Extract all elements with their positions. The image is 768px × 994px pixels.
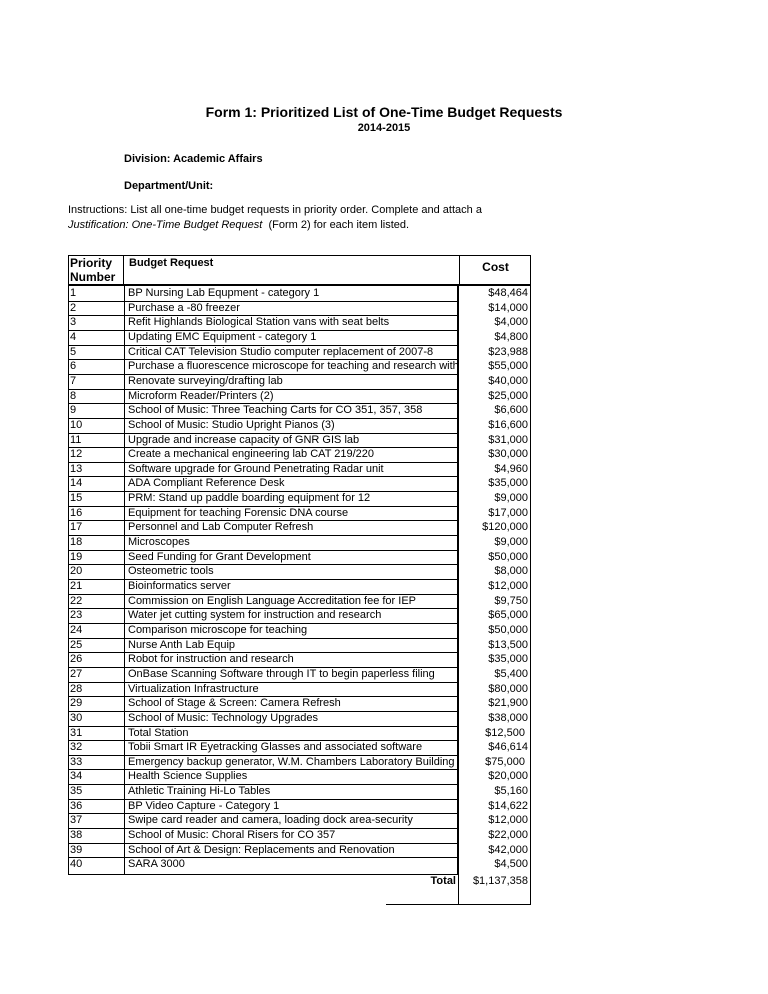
budget-request-text: OnBase Scanning Software through IT to begin paperless filing: [128, 667, 435, 680]
priority-number: 21: [70, 580, 83, 592]
priority-number: 29: [70, 697, 83, 710]
table-row: [68, 286, 531, 301]
cost-value: $50,000: [488, 550, 528, 563]
row-divider: [68, 740, 124, 741]
row-divider: [124, 813, 458, 814]
cost-value: $4,800: [494, 330, 528, 343]
header-priority-line-1: Priority: [70, 256, 113, 270]
budget-request-text: ADA Compliant Reference Desk: [128, 477, 285, 490]
cost-value: $35,000: [488, 477, 528, 490]
table-row: [68, 740, 531, 755]
row-divider: [68, 784, 124, 785]
priority-number: 5: [70, 345, 77, 358]
table-row: [68, 682, 531, 697]
row-divider: [124, 784, 458, 785]
budget-request-text: Purchase a -80 freezer: [128, 301, 240, 314]
table-row: [68, 433, 531, 448]
instructions-line-1: Instructions: List all one-time budget requests in priority order. Complete and attach a: [68, 204, 482, 216]
row-divider: [124, 418, 458, 419]
budget-request-text: Software upgrade for Ground Penetrating Radar unit: [128, 462, 384, 475]
priority-number: 4: [70, 330, 77, 343]
table-row: [68, 359, 531, 374]
priority-number: 3: [70, 316, 77, 329]
row-divider: [68, 594, 124, 595]
priority-number: 37: [70, 814, 83, 827]
priority-number: 17: [70, 521, 83, 534]
row-divider: [68, 623, 124, 624]
table-row: [68, 418, 531, 433]
row-divider: [68, 462, 124, 463]
budget-request-text: Renovate surveying/drafting lab: [128, 374, 283, 387]
division-label: Division: Academic Affairs: [124, 153, 263, 165]
row-divider: [124, 667, 458, 668]
budget-request-text: Tobii Smart IR Eyetracking Glasses and associated software: [128, 741, 423, 754]
cost-value: $8,000: [494, 565, 528, 578]
priority-number: 15: [70, 492, 83, 505]
table-row: [68, 315, 531, 330]
priority-number: 18: [70, 536, 83, 549]
row-divider: [124, 594, 458, 595]
table-row: [68, 608, 531, 623]
row-divider: [124, 857, 458, 858]
priority-number: 22: [70, 594, 83, 607]
row-divider: [124, 403, 458, 404]
row-divider: [124, 755, 458, 756]
cost-value: $35,000: [488, 653, 528, 666]
table-row: [68, 623, 531, 638]
row-divider: [124, 359, 458, 360]
budget-request-text: Emergency backup generator, W.M. Chambers Laboratory Building: [128, 755, 455, 768]
cost-value: $48,464: [488, 287, 528, 299]
row-divider: [124, 564, 458, 565]
header-budget-request: Budget Request: [129, 257, 214, 269]
row-divider: [68, 828, 124, 829]
justification-form-name: Justification: One-Time Budget Request: [68, 219, 263, 231]
cost-value: $4,000: [494, 316, 528, 329]
budget-request-text: Nurse Anth Lab Equip: [128, 638, 236, 651]
cost-value: $80,000: [488, 682, 528, 695]
row-divider: [68, 638, 124, 639]
row-divider: [124, 769, 458, 770]
row-divider: [68, 564, 124, 565]
budget-request-text: Microform Reader/Printers (2): [128, 389, 274, 402]
budget-request-text: Health Science Supplies: [128, 770, 248, 783]
cost-value: $16,600: [488, 418, 528, 431]
row-divider: [68, 769, 124, 770]
row-divider: [124, 799, 458, 800]
budget-request-text: Microscopes: [128, 536, 190, 549]
priority-number: 20: [70, 565, 83, 578]
priority-number: 6: [70, 360, 77, 373]
row-divider: [68, 447, 124, 448]
table-row: [68, 726, 531, 741]
cost-value: $25,000: [488, 389, 528, 402]
header-cost-cell: [459, 256, 531, 284]
table-row: [68, 301, 531, 316]
row-divider: [124, 608, 458, 609]
row-divider: [68, 506, 124, 507]
budget-request-text: School of Music: Choral Risers for CO 357: [128, 829, 336, 842]
cost-value: $30,000: [488, 448, 528, 461]
priority-number: 35: [70, 785, 83, 798]
header-cost: Cost: [482, 260, 509, 274]
instructions-line-2: [68, 218, 708, 233]
budget-request-text: Updating EMC Equipment - category 1: [128, 330, 317, 343]
row-divider: [68, 315, 124, 316]
instructions: [68, 203, 708, 233]
budget-request-text: Refit Highlands Biological Station vans with seat belts: [128, 316, 390, 329]
cost-value: $5,400: [494, 667, 528, 680]
table-row: [68, 667, 531, 682]
row-divider: [124, 696, 458, 697]
row-divider: [68, 667, 124, 668]
header-priority-line-2: Number: [70, 270, 116, 284]
table-row: [68, 345, 531, 360]
table-row: [68, 447, 531, 462]
cost-value: $4,500: [494, 858, 528, 871]
row-divider: [124, 374, 458, 375]
priority-number: 40: [70, 858, 83, 871]
table-row: [68, 520, 531, 535]
budget-request-text: Athletic Training Hi-Lo Tables: [128, 785, 271, 798]
total-value: $1,137,358: [472, 875, 528, 887]
row-divider: [124, 652, 458, 653]
row-divider: [68, 301, 124, 302]
row-divider: [68, 345, 124, 346]
table-row: [68, 506, 531, 521]
cost-value: $46,614: [488, 741, 528, 754]
row-divider: [68, 711, 124, 712]
table-row: [68, 696, 531, 711]
row-divider: [124, 535, 458, 536]
row-divider: [124, 301, 458, 302]
row-divider: [124, 828, 458, 829]
row-divider: [124, 433, 458, 434]
table-row: [68, 652, 531, 667]
budget-request-text: School of Music: Technology Upgrades: [128, 711, 318, 724]
row-divider: [124, 711, 458, 712]
priority-number: 12: [70, 448, 83, 461]
table-row: [68, 330, 531, 345]
priority-number: 13: [70, 462, 83, 475]
budget-request-text: Critical CAT Television Studio computer replacement of 2007-8: [128, 345, 434, 358]
table-row: [68, 711, 531, 726]
priority-number: 24: [70, 623, 83, 636]
table-row: [68, 799, 531, 814]
priority-number: 36: [70, 799, 83, 812]
priority-number: 25: [70, 638, 83, 651]
cost-value: $9,000: [494, 536, 528, 549]
priority-number: 26: [70, 653, 83, 666]
table-row: [68, 857, 531, 872]
row-divider: [124, 462, 458, 463]
budget-request-text: Create a mechanical engineering lab CAT 219/220: [128, 448, 375, 461]
row-divider: [124, 506, 458, 507]
row-divider: [124, 345, 458, 346]
priority-number: 1: [70, 287, 77, 299]
row-divider: [124, 682, 458, 683]
cost-value: $6,600: [494, 404, 528, 417]
row-divider: [124, 389, 458, 390]
budget-request-text: PRM: Stand up paddle boarding equipment for 12: [128, 492, 371, 505]
total-label: Total: [430, 875, 456, 887]
priority-number: 11: [70, 433, 82, 446]
table-row: [68, 476, 531, 491]
row-divider: [124, 520, 458, 521]
budget-request-text: Personnel and Lab Computer Refresh: [128, 521, 314, 534]
cost-value: $21,900: [488, 697, 528, 710]
priority-number: 38: [70, 829, 83, 842]
row-divider: [68, 374, 124, 375]
budget-request-text: Equipment for teaching Forensic DNA course: [128, 506, 349, 519]
priority-number: 34: [70, 770, 83, 783]
row-divider: [68, 520, 124, 521]
table-row: [68, 638, 531, 653]
cost-value: $4,960: [494, 462, 528, 475]
cost-value: $12,500: [485, 726, 528, 739]
row-divider: [124, 740, 458, 741]
table-row: [68, 755, 531, 770]
cost-value: $5,160: [494, 785, 528, 798]
table-row: [68, 550, 531, 565]
row-divider: [68, 608, 124, 609]
header-priority: [69, 256, 124, 284]
budget-request-text: School of Music: Three Teaching Carts for CO 351, 357, 358: [128, 404, 423, 417]
priority-number: 23: [70, 609, 83, 622]
budget-table: [68, 255, 531, 905]
row-divider: [68, 682, 124, 683]
priority-number: 31: [70, 726, 83, 739]
row-divider: [124, 843, 458, 844]
budget-request-text: Seed Funding for Grant Development: [128, 550, 311, 563]
budget-request-text: School of Art & Design: Replacements and Renovation: [128, 843, 395, 856]
priority-number: 7: [70, 374, 77, 387]
priority-number: 9: [70, 404, 77, 417]
budget-request-text: Water jet cutting system for instruction and research: [128, 609, 382, 622]
cost-value: $13,500: [488, 638, 528, 651]
cost-value: $14,000: [488, 301, 528, 314]
table-row: [68, 462, 531, 477]
row-divider: [124, 447, 458, 448]
cost-value: $31,000: [488, 433, 528, 446]
budget-request-text: Commission on English Language Accreditation fee for IEP: [128, 594, 416, 607]
priority-number: 16: [70, 506, 83, 519]
budget-request-text: Upgrade and increase capacity of GNR GIS lab: [128, 433, 360, 446]
table-row: [68, 784, 531, 799]
row-divider: [68, 403, 124, 404]
cost-value: $65,000: [488, 609, 528, 622]
budget-request-text: SARA 3000: [128, 858, 185, 871]
row-divider: [68, 579, 124, 580]
row-divider: [124, 491, 458, 492]
table-row: [68, 491, 531, 506]
budget-request-text: Virtualization Infrastructure: [128, 682, 259, 695]
cost-value: $55,000: [488, 360, 528, 373]
department-label: Department/Unit:: [124, 180, 214, 192]
priority-number: 2: [70, 301, 77, 314]
cost-value: $17,000: [488, 506, 528, 519]
instructions-line-2-rest: (Form 2) for each item listed.: [262, 219, 410, 231]
budget-request-text: Bioinformatics server: [128, 580, 231, 592]
table-row: [68, 594, 531, 609]
priority-number: 33: [70, 755, 83, 768]
row-divider: [68, 696, 124, 697]
cost-value: $38,000: [488, 711, 528, 724]
row-divider: [68, 652, 124, 653]
row-divider: [124, 330, 458, 331]
row-divider: [68, 476, 124, 477]
priority-number: 19: [70, 550, 83, 563]
budget-request-text: Purchase a fluorescence microscope for teaching and research with: [128, 360, 459, 373]
fiscal-year: 2014-2015: [357, 122, 411, 134]
row-divider: [68, 535, 124, 536]
cost-value: $22,000: [488, 829, 528, 842]
row-divider: [68, 799, 124, 800]
row-divider: [124, 550, 458, 551]
budget-request-text: Osteometric tools: [128, 565, 214, 578]
cost-value: $12,000: [488, 580, 528, 592]
budget-request-text: School of Stage & Screen: Camera Refresh: [128, 697, 341, 710]
form-title: Form 1: Prioritized List of One-Time Budget Requests: [205, 104, 563, 120]
row-divider: [68, 857, 124, 858]
priority-number: 27: [70, 667, 83, 680]
cost-value: $120,000: [482, 521, 528, 534]
budget-request-text: School of Music: Studio Upright Pianos (3): [128, 418, 335, 431]
row-divider: [124, 726, 458, 727]
row-divider: [124, 476, 458, 477]
row-divider: [68, 491, 124, 492]
budget-request-text: Swipe card reader and camera, loading dock area-security: [128, 814, 413, 827]
row-divider: [68, 813, 124, 814]
row-divider: [68, 330, 124, 331]
row-divider: [124, 579, 458, 580]
priority-number: 8: [70, 389, 77, 402]
budget-request-text: Robot for instruction and research: [128, 653, 294, 666]
cost-value: $50,000: [488, 623, 528, 636]
table-row: [68, 813, 531, 828]
cost-value: $9,000: [494, 492, 528, 505]
row-divider: [68, 433, 124, 434]
table-row: [68, 403, 531, 418]
priority-number: 39: [70, 843, 83, 856]
priority-number: 30: [70, 711, 83, 724]
budget-request-text: BP Video Capture - Category 1: [128, 799, 280, 812]
row-divider: [124, 315, 458, 316]
priority-number: 28: [70, 682, 83, 695]
table-row: [68, 374, 531, 389]
cost-value: $40,000: [488, 374, 528, 387]
row-divider: [68, 755, 124, 756]
row-divider: [124, 638, 458, 639]
cost-value: $23,988: [488, 345, 528, 358]
table-row: [68, 828, 531, 843]
priority-number: 14: [70, 477, 83, 490]
table-header: [68, 255, 531, 286]
cost-value: $20,000: [488, 770, 528, 783]
budget-request-text: Total Station: [128, 726, 189, 739]
row-divider: [68, 359, 124, 360]
row-divider: [68, 843, 124, 844]
table-row: [68, 843, 531, 858]
cost-value: $42,000: [488, 843, 528, 856]
row-divider: [68, 418, 124, 419]
table-row: [68, 535, 531, 550]
cost-value: $14,622: [488, 799, 528, 812]
budget-request-text: Comparison microscope for teaching: [128, 623, 308, 636]
row-divider: [68, 389, 124, 390]
row-divider: [68, 726, 124, 727]
budget-request-text: BP Nursing Lab Equpment - category 1: [128, 287, 320, 299]
table-row: [68, 769, 531, 784]
priority-number: 10: [70, 418, 83, 431]
cost-value: $75,000: [485, 755, 528, 768]
table-row: [68, 564, 531, 579]
table-row: [68, 389, 531, 404]
cost-value: $9,750: [494, 594, 528, 607]
row-divider: [124, 623, 458, 624]
cost-value: $12,000: [488, 814, 528, 827]
table-row: [68, 579, 531, 594]
priority-number: 32: [70, 741, 83, 754]
row-divider: [68, 550, 124, 551]
